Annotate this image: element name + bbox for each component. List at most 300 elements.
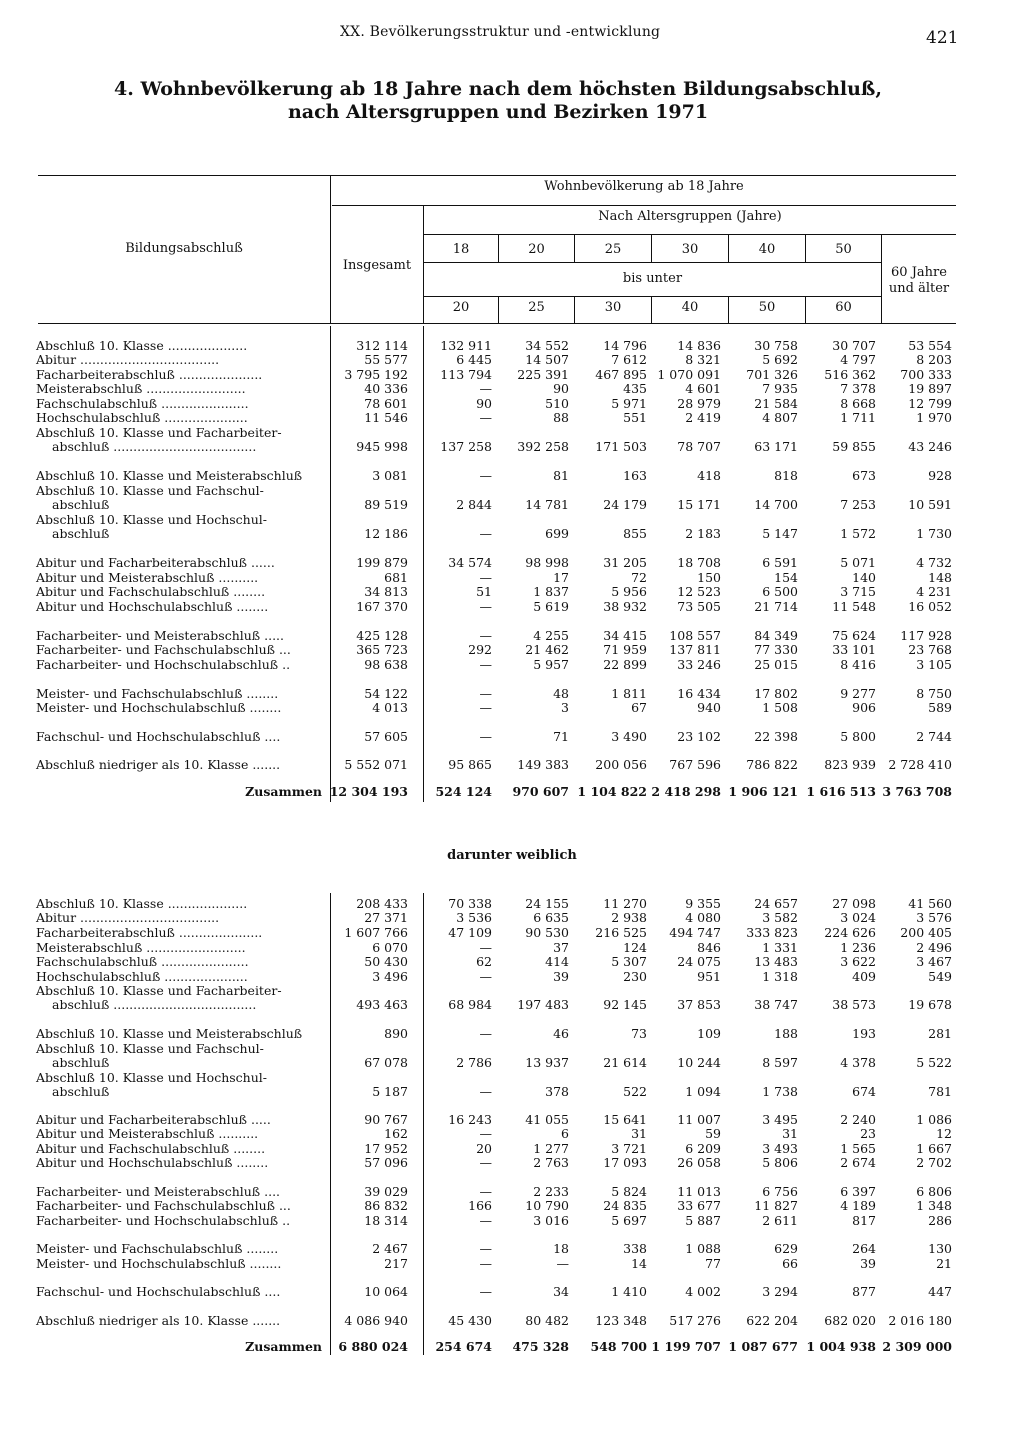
cell-value: 14 700 bbox=[754, 497, 798, 512]
cell-value: — bbox=[479, 1256, 492, 1271]
cell-value: 24 155 bbox=[525, 896, 569, 911]
cell-value: 108 557 bbox=[669, 628, 721, 643]
table-row bbox=[0, 584, 1024, 600]
cell-value: 39 bbox=[860, 1256, 876, 1271]
cell-value: 41 055 bbox=[525, 1112, 569, 1127]
row-label: Abschluß 10. Klasse und Fachschul- bbox=[36, 1041, 264, 1056]
cell-value: 4 601 bbox=[685, 381, 721, 396]
cell-value: 5 307 bbox=[611, 954, 647, 969]
header-to: 20 bbox=[452, 300, 470, 315]
cell-value: 117 928 bbox=[900, 628, 952, 643]
table-row bbox=[0, 1256, 1024, 1272]
cell-value: 23 768 bbox=[908, 642, 952, 657]
table-row bbox=[0, 784, 1024, 800]
cell-value: 162 bbox=[384, 1126, 408, 1141]
cell-value: 67 078 bbox=[364, 1055, 408, 1070]
cell-value: 5 187 bbox=[372, 1084, 408, 1099]
cell-value: 2 728 410 bbox=[888, 757, 952, 772]
cell-value: — bbox=[479, 1213, 492, 1228]
row-label: Abschluß 10. Klasse und Hochschul- bbox=[36, 1070, 267, 1085]
cell-value: 47 109 bbox=[448, 925, 492, 940]
cell-value: 13 937 bbox=[525, 1055, 569, 1070]
cell-value: 906 bbox=[852, 700, 876, 715]
cell-value: 199 879 bbox=[356, 555, 408, 570]
cell-value: 166 bbox=[468, 1198, 492, 1213]
row-label: Abitur und Fachschulabschluß ........ bbox=[36, 584, 266, 599]
cell-value: 197 483 bbox=[517, 997, 569, 1012]
table-row bbox=[0, 657, 1024, 673]
row-label: Abschluß niedriger als 10. Klasse ....... bbox=[36, 757, 281, 772]
cell-value: 31 bbox=[631, 1126, 647, 1141]
cell-value: — bbox=[479, 1084, 492, 1099]
cell-value: 46 bbox=[553, 1026, 569, 1041]
cell-value: 150 bbox=[697, 570, 721, 585]
cell-value: 73 bbox=[631, 1026, 647, 1041]
header-to: 30 bbox=[604, 300, 622, 315]
cell-value: 1 236 bbox=[840, 940, 876, 955]
cell-value: 24 179 bbox=[603, 497, 647, 512]
cell-value: 817 bbox=[852, 1213, 876, 1228]
cell-value: 33 246 bbox=[677, 657, 721, 672]
row-label: Meister- und Fachschulabschluß ........ bbox=[36, 1241, 279, 1256]
table-row bbox=[0, 1155, 1024, 1171]
cell-value: 24 657 bbox=[754, 896, 798, 911]
cell-value: 23 bbox=[860, 1126, 876, 1141]
cell-value: 40 336 bbox=[364, 381, 408, 396]
cell-value: 68 984 bbox=[448, 997, 492, 1012]
cell-value: 17 093 bbox=[603, 1155, 647, 1170]
cell-value: 11 013 bbox=[677, 1184, 721, 1199]
cell-value: 5 956 bbox=[611, 584, 647, 599]
row-label: Hochschulabschluß ..................... bbox=[36, 410, 248, 425]
cell-value: 80 482 bbox=[525, 1313, 569, 1328]
cell-value: 1 086 bbox=[916, 1112, 952, 1127]
cell-value: 59 bbox=[705, 1126, 721, 1141]
cell-value: 81 bbox=[553, 468, 569, 483]
cell-value: 38 573 bbox=[832, 997, 876, 1012]
row-label: Facharbeiter- und Meisterabschluß .... bbox=[36, 1184, 281, 1199]
cell-value: 3 795 192 bbox=[344, 367, 408, 382]
cell-value: 38 932 bbox=[603, 599, 647, 614]
cell-value: 1 070 091 bbox=[657, 367, 721, 382]
table-row bbox=[0, 1339, 1024, 1355]
cell-value: 37 853 bbox=[677, 997, 721, 1012]
cell-value: 674 bbox=[852, 1084, 876, 1099]
table-row-continuation bbox=[0, 526, 1024, 542]
cell-value: 475 328 bbox=[512, 1339, 569, 1354]
table-row-continuation bbox=[0, 439, 1024, 455]
row-label: Meisterabschluß ......................... bbox=[36, 381, 246, 396]
cell-value: 34 574 bbox=[448, 555, 492, 570]
cell-value: 1 565 bbox=[840, 1141, 876, 1156]
cell-value: — bbox=[479, 1126, 492, 1141]
cell-value: 6 635 bbox=[533, 910, 569, 925]
cell-value: 4 255 bbox=[533, 628, 569, 643]
cell-value: 1 348 bbox=[916, 1198, 952, 1213]
cell-value: — bbox=[479, 940, 492, 955]
cell-value: 5 071 bbox=[840, 555, 876, 570]
cell-value: 34 813 bbox=[364, 584, 408, 599]
table-row bbox=[0, 352, 1024, 368]
cell-value: — bbox=[479, 1241, 492, 1256]
table-row bbox=[0, 1241, 1024, 1257]
row-label: Zusammen bbox=[245, 784, 322, 799]
cell-value: 2 938 bbox=[611, 910, 647, 925]
cell-value: 18 bbox=[553, 1241, 569, 1256]
cell-value: 4 378 bbox=[840, 1055, 876, 1070]
cell-value: 548 700 bbox=[590, 1339, 647, 1354]
cell-value: 95 865 bbox=[448, 757, 492, 772]
cell-value: 109 bbox=[697, 1026, 721, 1041]
cell-value: 629 bbox=[774, 1241, 798, 1256]
cell-value: 41 560 bbox=[908, 896, 952, 911]
cell-value: 12 523 bbox=[677, 584, 721, 599]
cell-value: 20 bbox=[476, 1141, 492, 1156]
cell-value: 5 887 bbox=[685, 1213, 721, 1228]
cell-value: 6 bbox=[561, 1126, 569, 1141]
cell-value: 2 496 bbox=[916, 940, 952, 955]
row-label: Abitur und Hochschulabschluß ........ bbox=[36, 1155, 269, 1170]
cell-value: 10 244 bbox=[677, 1055, 721, 1070]
cell-value: — bbox=[479, 1184, 492, 1199]
cell-value: 4 080 bbox=[685, 910, 721, 925]
row-label: Abitur und Facharbeiterabschluß ...... bbox=[36, 555, 275, 570]
cell-value: 188 bbox=[774, 1026, 798, 1041]
table-row bbox=[0, 410, 1024, 426]
cell-value: 34 bbox=[553, 1284, 569, 1299]
cell-value: 517 276 bbox=[669, 1313, 721, 1328]
cell-value: 19 897 bbox=[908, 381, 952, 396]
table-row bbox=[0, 555, 1024, 571]
cell-value: 24 835 bbox=[603, 1198, 647, 1213]
cell-value: 11 270 bbox=[603, 896, 647, 911]
cell-value: 48 bbox=[553, 686, 569, 701]
row-label: Facharbeiter- und Fachschulabschluß ... bbox=[36, 642, 291, 657]
table-row bbox=[0, 700, 1024, 716]
row-label: Fachschul- und Hochschulabschluß .... bbox=[36, 1284, 281, 1299]
row-label: Abschluß 10. Klasse .................... bbox=[36, 896, 248, 911]
cell-value: — bbox=[479, 1026, 492, 1041]
cell-value: 1 277 bbox=[533, 1141, 569, 1156]
cell-value: 3 490 bbox=[611, 729, 647, 744]
cell-value: 254 674 bbox=[435, 1339, 492, 1354]
row-label: Abitur und Hochschulabschluß ........ bbox=[36, 599, 269, 614]
cell-value: 10 790 bbox=[525, 1198, 569, 1213]
row-label: Abschluß 10. Klasse und Meisterabschluß bbox=[36, 468, 303, 483]
cell-value: 3 715 bbox=[840, 584, 876, 599]
cell-value: 130 bbox=[928, 1241, 952, 1256]
cell-value: 57 605 bbox=[364, 729, 408, 744]
cell-value: 59 855 bbox=[832, 439, 876, 454]
cell-value: 10 591 bbox=[908, 497, 952, 512]
table-row bbox=[0, 757, 1024, 773]
table-row bbox=[0, 642, 1024, 658]
row-label: Abschluß 10. Klasse .................... bbox=[36, 338, 248, 353]
row-label: Meisterabschluß ......................... bbox=[36, 940, 246, 955]
cell-value: 27 371 bbox=[364, 910, 408, 925]
cell-value: 9 355 bbox=[685, 896, 721, 911]
cell-value: 26 058 bbox=[677, 1155, 721, 1170]
cell-value: 21 714 bbox=[754, 599, 798, 614]
cell-value: 1 199 707 bbox=[651, 1339, 721, 1354]
cell-value: 5 522 bbox=[916, 1055, 952, 1070]
cell-value: 6 880 024 bbox=[338, 1339, 408, 1354]
row-label: Meister- und Hochschulabschluß ........ bbox=[36, 1256, 282, 1271]
row-label: Facharbeiter- und Hochschulabschluß .. bbox=[36, 657, 291, 672]
cell-value: 281 bbox=[928, 1026, 952, 1041]
cell-value: 2 763 bbox=[533, 1155, 569, 1170]
table-title-line2: nach Altersgruppen und Bezirken 1971 bbox=[287, 101, 709, 123]
cell-value: — bbox=[479, 526, 492, 541]
cell-value: 16 434 bbox=[677, 686, 721, 701]
header-to: 25 bbox=[528, 300, 545, 315]
cell-value: 71 bbox=[553, 729, 569, 744]
cell-value: 17 952 bbox=[364, 1141, 408, 1156]
cell-value: 14 781 bbox=[525, 497, 569, 512]
cell-value: 435 bbox=[623, 381, 647, 396]
cell-value: 3 576 bbox=[916, 910, 952, 925]
cell-value: — bbox=[479, 686, 492, 701]
cell-value: 2 744 bbox=[916, 729, 952, 744]
table-row bbox=[0, 954, 1024, 970]
cell-value: 51 bbox=[476, 584, 492, 599]
cell-value: 8 321 bbox=[685, 352, 721, 367]
cell-value: 6 070 bbox=[372, 940, 408, 955]
cell-value: 3 622 bbox=[840, 954, 876, 969]
header-from: 40 bbox=[758, 242, 776, 257]
cell-value: 148 bbox=[928, 570, 952, 585]
cell-value: 1 508 bbox=[762, 700, 798, 715]
cell-value: 34 415 bbox=[603, 628, 647, 643]
cell-value: 2 702 bbox=[916, 1155, 952, 1170]
cell-value: 286 bbox=[928, 1213, 952, 1228]
cell-value: 98 638 bbox=[364, 657, 408, 672]
row-label: Abitur und Meisterabschluß .......... bbox=[36, 1126, 259, 1141]
cell-value: 4 732 bbox=[916, 555, 952, 570]
cell-value: 39 bbox=[553, 969, 569, 984]
cell-value: 33 101 bbox=[832, 642, 876, 657]
cell-value: 701 326 bbox=[746, 367, 798, 382]
cell-value: 409 bbox=[852, 969, 876, 984]
row-label: Meister- und Hochschulabschluß ........ bbox=[36, 700, 282, 715]
cell-value: 123 348 bbox=[595, 1313, 647, 1328]
header-from: 18 bbox=[452, 242, 470, 257]
row-label: abschluß .................................... bbox=[52, 997, 257, 1012]
cell-value: 50 430 bbox=[364, 954, 408, 969]
cell-value: 7 253 bbox=[840, 497, 876, 512]
cell-value: 70 338 bbox=[448, 896, 492, 911]
cell-value: 524 124 bbox=[435, 784, 492, 799]
cell-value: 28 979 bbox=[677, 396, 721, 411]
row-label: abschluß bbox=[52, 497, 110, 512]
row-label: Facharbeiterabschluß ..................... bbox=[36, 925, 263, 940]
cell-value: 3 496 bbox=[372, 969, 408, 984]
cell-value: — bbox=[479, 628, 492, 643]
cell-value: 5 552 071 bbox=[344, 757, 408, 772]
cell-value: 14 836 bbox=[677, 338, 721, 353]
cell-value: 25 015 bbox=[754, 657, 798, 672]
cell-value: 3 582 bbox=[762, 910, 798, 925]
table-row bbox=[0, 1213, 1024, 1229]
cell-value: 31 bbox=[782, 1126, 798, 1141]
cell-value: 3 294 bbox=[762, 1284, 798, 1299]
cell-value: 700 333 bbox=[900, 367, 952, 382]
cell-value: 493 463 bbox=[356, 997, 408, 1012]
cell-value: 2 233 bbox=[533, 1184, 569, 1199]
cell-value: 945 998 bbox=[356, 439, 408, 454]
cell-value: 2 674 bbox=[840, 1155, 876, 1170]
cell-value: 225 391 bbox=[517, 367, 569, 382]
cell-value: 27 098 bbox=[832, 896, 876, 911]
cell-value: 8 416 bbox=[840, 657, 876, 672]
cell-value: — bbox=[479, 599, 492, 614]
cell-value: 4 189 bbox=[840, 1198, 876, 1213]
cell-value: 1 970 bbox=[916, 410, 952, 425]
cell-value: 208 433 bbox=[356, 896, 408, 911]
cell-value: 3 016 bbox=[533, 1213, 569, 1228]
table-row bbox=[0, 599, 1024, 615]
row-label: abschluß bbox=[52, 1055, 110, 1070]
cell-value: — bbox=[479, 570, 492, 585]
header-insgesamt: Insgesamt bbox=[342, 258, 412, 273]
running-header: XX. Bevölkerungsstruktur und -entwicklung bbox=[340, 24, 661, 40]
cell-value: 5 806 bbox=[762, 1155, 798, 1170]
row-label: abschluß bbox=[52, 1084, 110, 1099]
cell-value: 5 619 bbox=[533, 599, 569, 614]
header-from: 50 bbox=[835, 242, 852, 257]
cell-value: 1 088 bbox=[685, 1241, 721, 1256]
cell-value: 425 128 bbox=[356, 628, 408, 643]
cell-value: 855 bbox=[623, 526, 647, 541]
cell-value: 681 bbox=[384, 570, 408, 585]
cell-value: 467 895 bbox=[595, 367, 647, 382]
cell-value: 5 800 bbox=[840, 729, 876, 744]
cell-value: 38 747 bbox=[754, 997, 798, 1012]
rule-bisunter bbox=[424, 296, 882, 297]
cell-value: 3 495 bbox=[762, 1112, 798, 1127]
cell-value: 2 240 bbox=[840, 1112, 876, 1127]
cell-value: 18 314 bbox=[364, 1213, 408, 1228]
row-label: Abschluß 10. Klasse und Fachschul- bbox=[36, 483, 264, 498]
cell-value: 86 832 bbox=[364, 1198, 408, 1213]
cell-value: 3 721 bbox=[611, 1141, 647, 1156]
cell-value: 6 445 bbox=[456, 352, 492, 367]
cell-value: 951 bbox=[697, 969, 721, 984]
cell-value: — bbox=[479, 657, 492, 672]
cell-value: 2 309 000 bbox=[882, 1339, 952, 1354]
cell-value: 1 607 766 bbox=[344, 925, 408, 940]
cell-value: 3 105 bbox=[916, 657, 952, 672]
cell-value: 1 104 822 bbox=[577, 784, 647, 799]
row-label: Facharbeiterabschluß ..................... bbox=[36, 367, 263, 382]
cell-value: 11 007 bbox=[677, 1112, 721, 1127]
cell-value: 14 bbox=[631, 1256, 647, 1271]
cell-value: 4 013 bbox=[372, 700, 408, 715]
cell-value: 17 bbox=[553, 570, 569, 585]
table-row-continuation bbox=[0, 997, 1024, 1013]
cell-value: 63 171 bbox=[754, 439, 798, 454]
row-label: Meister- und Fachschulabschluß ........ bbox=[36, 686, 279, 701]
cell-value: 3 763 708 bbox=[882, 784, 952, 799]
cell-value: 11 546 bbox=[364, 410, 408, 425]
cell-value: 217 bbox=[384, 1256, 408, 1271]
cell-value: 43 246 bbox=[908, 439, 952, 454]
cell-value: 378 bbox=[545, 1084, 569, 1099]
table-row bbox=[0, 910, 1024, 926]
rule-group bbox=[332, 205, 956, 206]
table-row bbox=[0, 925, 1024, 941]
row-label: Abitur und Fachschulabschluß ........ bbox=[36, 1141, 266, 1156]
cell-value: 72 bbox=[631, 570, 647, 585]
cell-value: 3 bbox=[561, 700, 569, 715]
cell-value: 5 697 bbox=[611, 1213, 647, 1228]
cell-value: 2 418 298 bbox=[651, 784, 721, 799]
cell-value: — bbox=[479, 381, 492, 396]
header-to: 40 bbox=[681, 300, 699, 315]
header-from: 20 bbox=[528, 242, 545, 257]
cell-value: — bbox=[479, 410, 492, 425]
cell-value: 149 383 bbox=[517, 757, 569, 772]
cell-value: 200 056 bbox=[595, 757, 647, 772]
cell-value: 1 906 121 bbox=[728, 784, 798, 799]
cell-value: 12 bbox=[936, 1126, 952, 1141]
row-label: abschluß .................................... bbox=[52, 439, 257, 454]
cell-value: 3 536 bbox=[456, 910, 492, 925]
cell-value: 21 bbox=[936, 1256, 952, 1271]
cell-value: 5 692 bbox=[762, 352, 798, 367]
cell-value: 392 258 bbox=[517, 439, 569, 454]
cell-value: 113 794 bbox=[440, 367, 492, 382]
cell-value: — bbox=[479, 969, 492, 984]
cell-value: 90 bbox=[553, 381, 569, 396]
row-label: Abitur ................................... bbox=[36, 910, 220, 925]
cell-value: 1 331 bbox=[762, 940, 798, 955]
cell-value: 2 611 bbox=[762, 1213, 798, 1228]
cell-value: — bbox=[479, 729, 492, 744]
cell-value: 4 002 bbox=[685, 1284, 721, 1299]
cell-value: 21 462 bbox=[525, 642, 569, 657]
row-label: abschluß bbox=[52, 526, 110, 541]
cell-value: 2 419 bbox=[685, 410, 721, 425]
cell-value: 447 bbox=[928, 1284, 952, 1299]
cell-value: 1 837 bbox=[533, 584, 569, 599]
row-label: Abschluß 10. Klasse und Facharbeiter- bbox=[36, 425, 282, 440]
cell-value: 5 824 bbox=[611, 1184, 647, 1199]
cell-value: 9 277 bbox=[840, 686, 876, 701]
cell-value: 1 711 bbox=[840, 410, 876, 425]
cell-value: — bbox=[479, 1284, 492, 1299]
cell-value: 5 957 bbox=[533, 657, 569, 672]
cell-value: 1 667 bbox=[916, 1141, 952, 1156]
cell-value: 78 601 bbox=[364, 396, 408, 411]
cell-value: — bbox=[479, 468, 492, 483]
table-row-continuation bbox=[0, 497, 1024, 513]
cell-value: 67 bbox=[631, 700, 647, 715]
cell-value: 216 525 bbox=[595, 925, 647, 940]
cell-value: 30 707 bbox=[832, 338, 876, 353]
cell-value: 90 530 bbox=[525, 925, 569, 940]
cell-value: 78 707 bbox=[677, 439, 721, 454]
rule-top bbox=[38, 175, 956, 176]
cell-value: 877 bbox=[852, 1284, 876, 1299]
cell-value: 510 bbox=[545, 396, 569, 411]
cell-value: 98 998 bbox=[525, 555, 569, 570]
row-label: Abschluß niedriger als 10. Klasse ....... bbox=[36, 1313, 281, 1328]
cell-value: 292 bbox=[468, 642, 492, 657]
cell-value: 6 756 bbox=[762, 1184, 798, 1199]
cell-value: 3 467 bbox=[916, 954, 952, 969]
cell-value: 137 258 bbox=[440, 439, 492, 454]
